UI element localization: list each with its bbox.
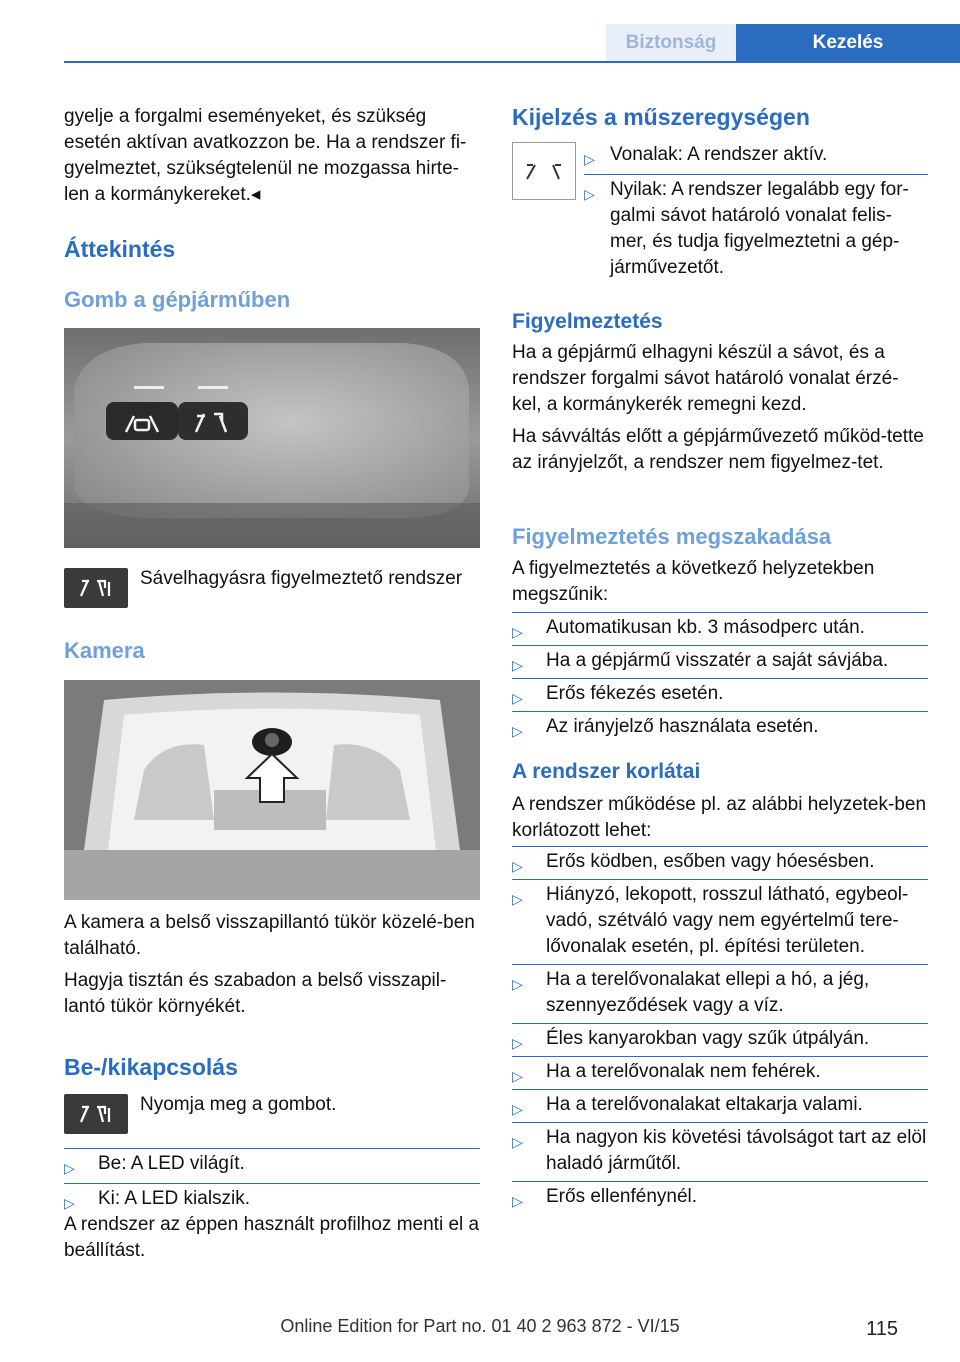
list-item <box>512 1023 928 1052</box>
tab-biztonsag[interactable]: Biztonság <box>606 24 736 61</box>
bullet-icon: ▷ <box>512 1068 523 1084</box>
list-item <box>512 879 928 960</box>
heading-warning: Figyelmeztetés <box>512 310 663 333</box>
list-item-text: Éles kanyarokban vagy szűk útpályán. <box>546 1028 870 1049</box>
bullet-icon: ▷ <box>64 1195 75 1211</box>
bullet-icon: ▷ <box>512 976 523 992</box>
button-caption: Sávelhagyásra figyelmeztető rendszer <box>140 568 463 589</box>
list-item <box>512 1089 928 1118</box>
bullet-icon: ▷ <box>64 1160 75 1176</box>
list-item <box>512 612 928 641</box>
heading-button-in-vehicle: Gomb a gépjárműben <box>64 287 291 312</box>
list-item-text: Ha a terelővonalakat ellepi a hó, a jég, szennyeződések vagy a víz. <box>546 969 870 1016</box>
bullet-icon: ▷ <box>512 1134 523 1150</box>
warning-paragraph-1: Ha a gépjármű elhagyni készül a sávot, és a rendszer forgalmi sávot határoló vonalat érzé-kel, a kormánykerék remegni kezd. <box>512 342 899 415</box>
page-number: 115 <box>866 1318 898 1340</box>
list-item-text: Az irányjelző használata esetén. <box>546 716 819 737</box>
bullet-icon: ▷ <box>512 657 523 673</box>
list-item-text: Nyilak: A rendszer legalább egy for-galmi sávot határoló vonalat felis-mer, és tudja figyelmeztetni a gép-járművezetőt. <box>610 179 909 278</box>
heading-overview: Áttekintés <box>64 236 176 262</box>
bullet-icon: ▷ <box>512 858 523 874</box>
list-item-text: Hiányzó, lekopott, rosszul látható, egybeol-vadó, szétváló vagy nem egyértelmű tere-lővonalak esetén, pl. építési területen. <box>546 884 909 957</box>
tab-kezeles[interactable]: Kezelés <box>736 24 960 61</box>
list-item-text: Erős ellenfénynél. <box>546 1186 698 1207</box>
header-rule <box>64 61 960 63</box>
heading-display: Kijelzés a műszeregységen <box>512 104 810 130</box>
list-item <box>512 1181 928 1210</box>
list-item <box>64 1183 480 1212</box>
list-item-text: Ha a gépjármű visszatér a saját sávjába. <box>546 650 889 671</box>
bullet-icon: ▷ <box>584 186 595 202</box>
list-item <box>512 846 928 875</box>
list-item-text: Erős ködben, esőben vagy hóesésben. <box>546 851 875 872</box>
on-off-paragraph: A rendszer az éppen használt profilhoz menti el a beállítást. <box>64 1214 480 1261</box>
list-item <box>512 645 928 674</box>
bullet-icon: ▷ <box>512 1035 523 1051</box>
list-item-text: Automatikusan kb. 3 másodperc után. <box>546 617 865 638</box>
list-item-text: Ki: A LED kialszik. <box>98 1188 251 1209</box>
list-item <box>584 174 928 281</box>
on-off-list <box>64 1148 480 1212</box>
list-item-text: Vonalak: A rendszer aktív. <box>610 144 828 165</box>
limits-list <box>512 846 928 1210</box>
warning-paragraph-2: Ha sávváltás előtt a gépjárművezető működ-tette az irányjelzőt, a rendszer nem figyelmez-tet. <box>512 426 924 473</box>
interrupt-list <box>512 612 928 740</box>
footer-edition: Online Edition for Part no. 01 40 2 963 872 - VI/15 <box>280 1316 680 1336</box>
list-item <box>512 678 928 707</box>
bullet-icon: ▷ <box>512 624 523 640</box>
interrupt-paragraph: A figyelmeztetés a következő helyzetekben megszűnik: <box>512 558 875 605</box>
list-item-text: Ha nagyon kis követési távolságot tart az elöl haladó járműtől. <box>546 1127 927 1174</box>
list-item <box>512 1122 928 1177</box>
bullet-icon: ▷ <box>512 891 523 907</box>
intro-paragraph: gyelje a forgalmi eseményeket, és szükség esetén aktívan avatkozzon be. Ha a rendszer fi-gyelmeztet, szükségtelenül ne mozgassa hirte-len a kormánykereket.◂ <box>64 106 467 205</box>
camera-paragraph-1: A kamera a belső visszapillantó tükör közelé-ben található. <box>64 912 475 959</box>
list-item-text: Erős fékezés esetén. <box>546 683 724 704</box>
list-item-text: Ha a terelővonalakat eltakarja valami. <box>546 1094 863 1115</box>
lane-lines-display-icon <box>512 142 576 200</box>
heading-camera: Kamera <box>64 638 145 663</box>
heading-on-off: Be-/kikapcsolás <box>64 1054 238 1080</box>
list-item <box>64 1148 480 1177</box>
camera-paragraph-2: Hagyja tisztán és szabadon a belső visszapil-lantó tükör környékét. <box>64 970 447 1017</box>
bullet-icon: ▷ <box>512 690 523 706</box>
bullet-icon: ▷ <box>512 1193 523 1209</box>
bullet-icon: ▷ <box>512 1101 523 1117</box>
bullet-icon: ▷ <box>512 723 523 739</box>
on-off-caption: Nyomja meg a gombot. <box>140 1094 337 1115</box>
display-list <box>584 142 928 281</box>
heading-warning-interruption: Figyelmeztetés megszakadása <box>512 524 832 549</box>
list-item-text: Be: A LED világít. <box>98 1153 245 1174</box>
list-item <box>512 711 928 740</box>
camera-photo <box>64 680 480 900</box>
limits-paragraph: A rendszer működése pl. az alábbi helyzetek-ben korlátozott lehet: <box>512 794 927 841</box>
button-photo <box>64 328 480 548</box>
lane-departure-button-icon <box>64 1094 128 1134</box>
heading-system-limits: A rendszer korlátai <box>512 760 701 783</box>
bullet-icon: ▷ <box>584 151 595 167</box>
list-item-text: Ha a terelővonalak nem fehérek. <box>546 1061 821 1082</box>
list-item <box>512 1056 928 1085</box>
lane-departure-icon <box>64 568 128 608</box>
list-item <box>584 142 928 168</box>
list-item <box>512 964 928 1019</box>
